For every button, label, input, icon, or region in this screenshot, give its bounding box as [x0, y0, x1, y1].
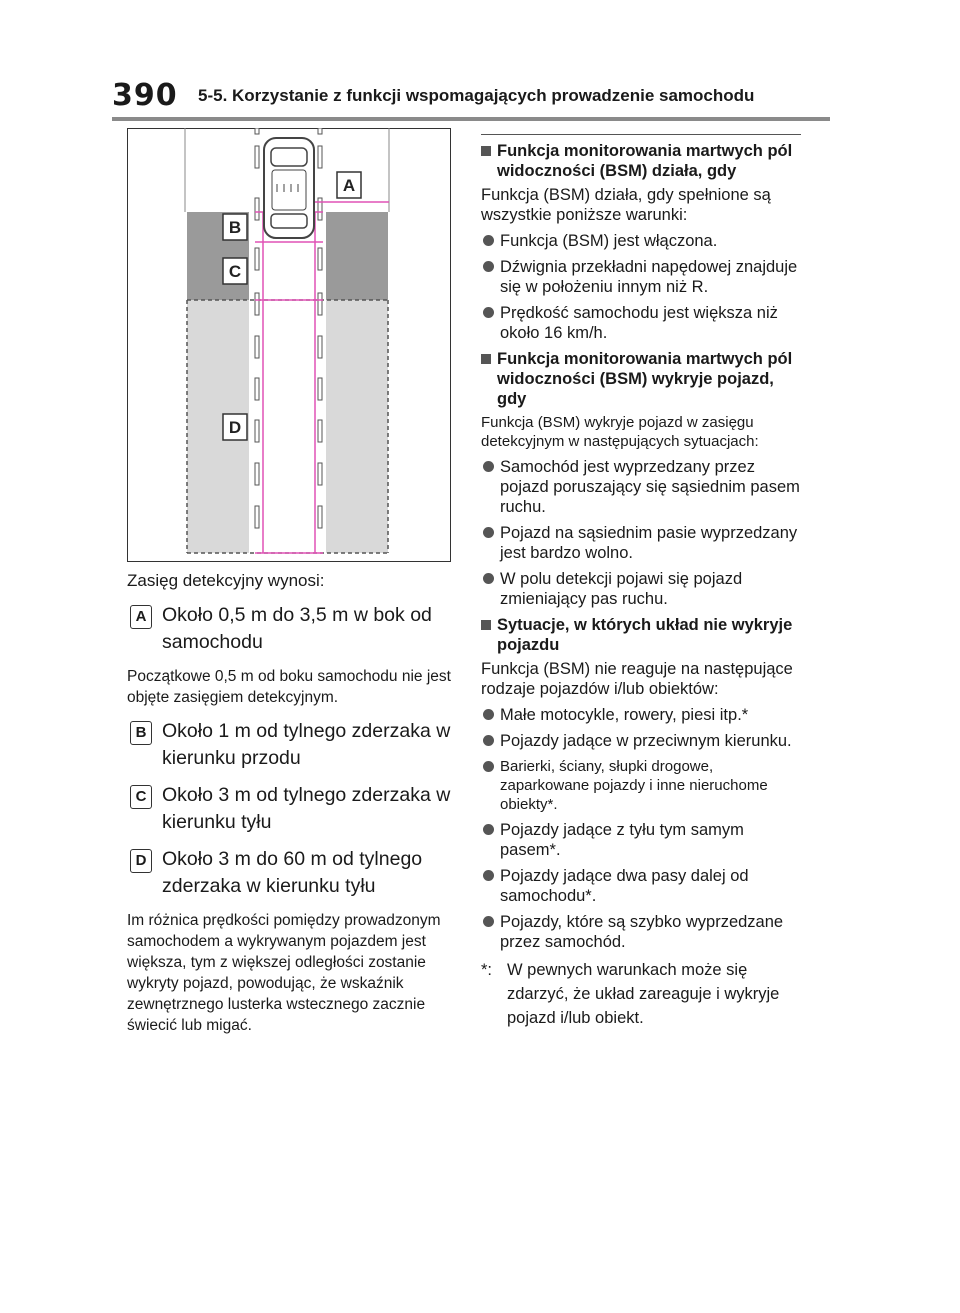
list-item [481, 912, 801, 952]
list-item [481, 757, 801, 814]
list-item [481, 523, 801, 563]
bullet-dot-icon [483, 261, 494, 272]
bullet-dot-icon [483, 824, 494, 835]
footnote-text: W pewnych warunkach może się zdarzyć, że układ zareaguje i wykryje pojazd i/lub obiekt. [507, 961, 780, 1027]
bullet-dot-icon [483, 307, 494, 318]
bullet-dot-icon [483, 527, 494, 538]
list-item [481, 705, 801, 725]
range-item-d [127, 846, 457, 900]
section2-heading [481, 349, 801, 409]
list-item-text: Barierki, ściany, słupki drogowe, zaparkowane pojazdy i inne nieruchome obiekty*. [500, 758, 768, 813]
range-label-c: C [130, 785, 152, 809]
range-item-c [127, 782, 457, 836]
list-item [481, 569, 801, 609]
square-bullet-icon [481, 354, 491, 364]
list-item-text: Prędkość samochodu jest większa niż około 16 km/h. [500, 304, 778, 342]
zone-d-right [326, 300, 388, 553]
header-rule [112, 117, 830, 121]
range-note-a: Początkowe 0,5 m od boku samochodu nie jest objęte zasięgiem detekcyjnym. [127, 668, 451, 706]
range-label-b: B [130, 721, 152, 745]
list-item [481, 303, 801, 343]
list-item [481, 457, 801, 517]
list-item [481, 231, 801, 251]
section1-heading-text: Funkcja monitorowania martwych pól widoczności (BSM) działa, gdy [497, 142, 793, 180]
bullet-dot-icon [483, 761, 494, 772]
section3-body: Funkcja (BSM) nie reaguje na następujące rodzaje pojazdów i/lub obiektów: [481, 660, 793, 698]
range-label-a: A [130, 605, 152, 629]
range-label-d: D [130, 849, 152, 873]
range-text-c: Około 3 m od tylnego zderzaka w kierunku tyłu [162, 784, 451, 833]
list-item-text: Pojazdy jadące w przeciwnym kierunku. [500, 732, 792, 750]
list-item-text: Pojazdy, które są szybko wyprzedzane przez samochód. [500, 913, 784, 951]
range-intro: Zasięg detekcyjny wynosi: [127, 571, 325, 590]
square-bullet-icon [481, 146, 491, 156]
square-bullet-icon [481, 620, 491, 630]
left-column [127, 570, 457, 1046]
section2-heading-text: Funkcja monitorowania martwych pól widoczności (BSM) wykryje pojazd, gdy [497, 350, 793, 408]
detection-range-diagram [127, 128, 451, 562]
zone-c-right [326, 212, 388, 300]
bullet-dot-icon [483, 461, 494, 472]
section3-heading-text: Sytuacje, w których układ nie wykryje pojazdu [497, 616, 793, 654]
section3-heading [481, 615, 801, 655]
bullet-dot-icon [483, 709, 494, 720]
label-b-text: B [228, 218, 242, 237]
list-item-text: Dźwignia przekładni napędowej znajduje się w położeniu innym niż R. [500, 258, 798, 296]
page-header [112, 78, 832, 114]
footnote [481, 958, 801, 1030]
bullet-dot-icon [483, 735, 494, 746]
list-item-text: W polu detekcji pojawi się pojazd zmieniający pas ruchu. [500, 570, 743, 608]
list-item-text: Małe motocykle, rowery, piesi itp.* [500, 706, 749, 724]
label-d-text: D [228, 418, 242, 437]
column-rule [481, 134, 801, 135]
section1-heading [481, 141, 801, 181]
label-d [223, 414, 247, 440]
bullet-dot-icon [483, 870, 494, 881]
list-item-text: Pojazd na sąsiednim pasie wyprzedzany jest bardzo wolno. [500, 524, 798, 562]
list-item-text: Funkcja (BSM) jest włączona. [500, 232, 718, 250]
label-a-text: A [342, 176, 356, 195]
label-c-text: C [228, 262, 242, 281]
section2-body: Funkcja (BSM) wykryje pojazd w zasięgu detekcyjnym w następujących sytuacjach: [481, 414, 759, 450]
range-text-d: Około 3 m do 60 m od tylnego zderzaka w kierunku tyłu [162, 848, 423, 897]
list-item [481, 257, 801, 297]
bullet-dot-icon [483, 573, 494, 584]
list-item [481, 820, 801, 860]
section-title: 5-5. Korzystanie z funkcji wspomagających prowadzenie samochodu [198, 86, 755, 105]
page-number: 390 [112, 78, 178, 113]
bullet-dot-icon [483, 235, 494, 246]
list-item-text: Pojazdy jadące dwa pasy dalej od samochodu*. [500, 867, 749, 905]
footnote-mark: *: [481, 961, 493, 979]
range-text-b: Około 1 m od tylnego zderzaka w kierunku przodu [162, 720, 451, 769]
list-item-text: Samochód jest wyprzedzany przez pojazd poruszający się sąsiednim pasem ruchu. [500, 458, 800, 516]
right-column [481, 134, 801, 1030]
list-item [481, 866, 801, 906]
list-item [481, 731, 801, 751]
car-icon [264, 138, 314, 238]
label-b [223, 214, 247, 240]
section1-body: Funkcja (BSM) działa, gdy spełnione są wszystkie poniższe warunki: [481, 186, 771, 224]
label-a [337, 172, 361, 198]
range-item-a [127, 602, 457, 656]
range-item-b [127, 718, 457, 772]
range-text-a: Około 0,5 m do 3,5 m w bok od samochodu [162, 604, 432, 653]
range-closing: Im różnica prędkości pomiędzy prowadzonym samochodem a wykrywanym pojazdem jest większa, tym z większej odległości zostanie wykryty pojazd, powodując, że wskaźnik zewnętrznego lusterka wstecznego zacznie świecić lub migać. [127, 912, 441, 1034]
bullet-dot-icon [483, 916, 494, 927]
label-c [223, 258, 247, 284]
list-item-text: Pojazdy jadące z tyłu tym samym pasem*. [500, 821, 744, 859]
